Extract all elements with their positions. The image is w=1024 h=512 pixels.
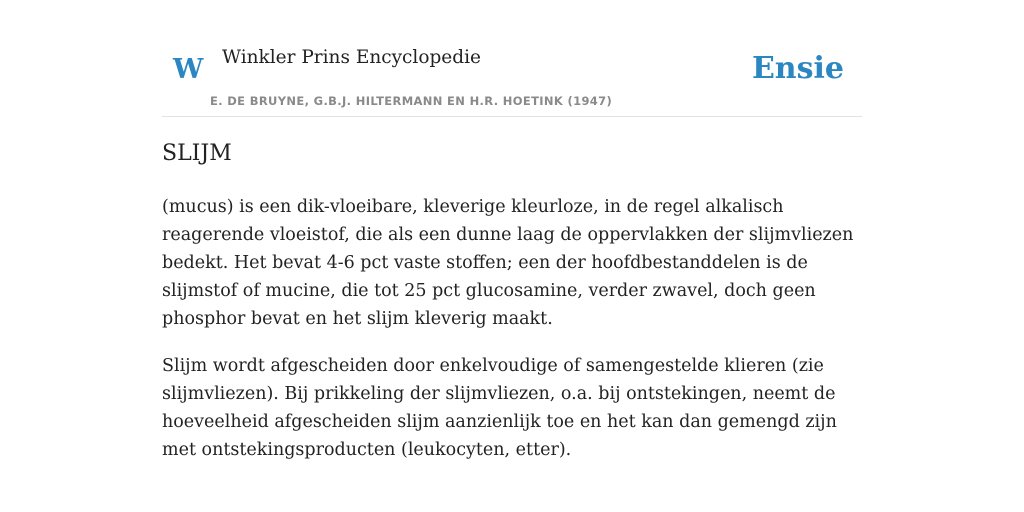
source-header <box>162 0 862 117</box>
book-authors: E. DE BRUYNE, G.B.J. HILTERMANN EN H.R. HOETINK (1947) <box>210 94 613 108</box>
article-headword: SLIJM <box>162 141 232 166</box>
article-paragraph: (mucus) is een dik-vloeibare, kleverige kleurloze, in de regel alkalisch reagerende vloeistof, die als een dunne laag de oppervlakken der slijmvliezen bedekt. Het bevat 4-6 pct vaste stoffen; een der hoofdbestanddelen is de slijmstof of mucine, die tot 25 pct glucosamine, verder zwavel, doch geen phosphor bevat en het slijm kleverig maakt. <box>162 197 854 329</box>
ensie-logo-link[interactable]: Ensie <box>751 51 844 86</box>
winkler-prins-logo[interactable]: W <box>173 54 204 85</box>
article-body <box>162 138 862 483</box>
article-paragraph: Slijm wordt afgescheiden door enkelvoudige of samengestelde klieren (zie slijmvliezen). Bij prikkeling der slijmvliezen, o.a. bij ontstekingen, neemt de hoeveelheid afgescheiden slijm aanzienlijk toe en het kan dan gemengd zijn met ontstekingsproducten (leukocyten, etter). <box>162 356 837 460</box>
book-title-link[interactable]: Winkler Prins Encyclopedie <box>222 47 481 68</box>
